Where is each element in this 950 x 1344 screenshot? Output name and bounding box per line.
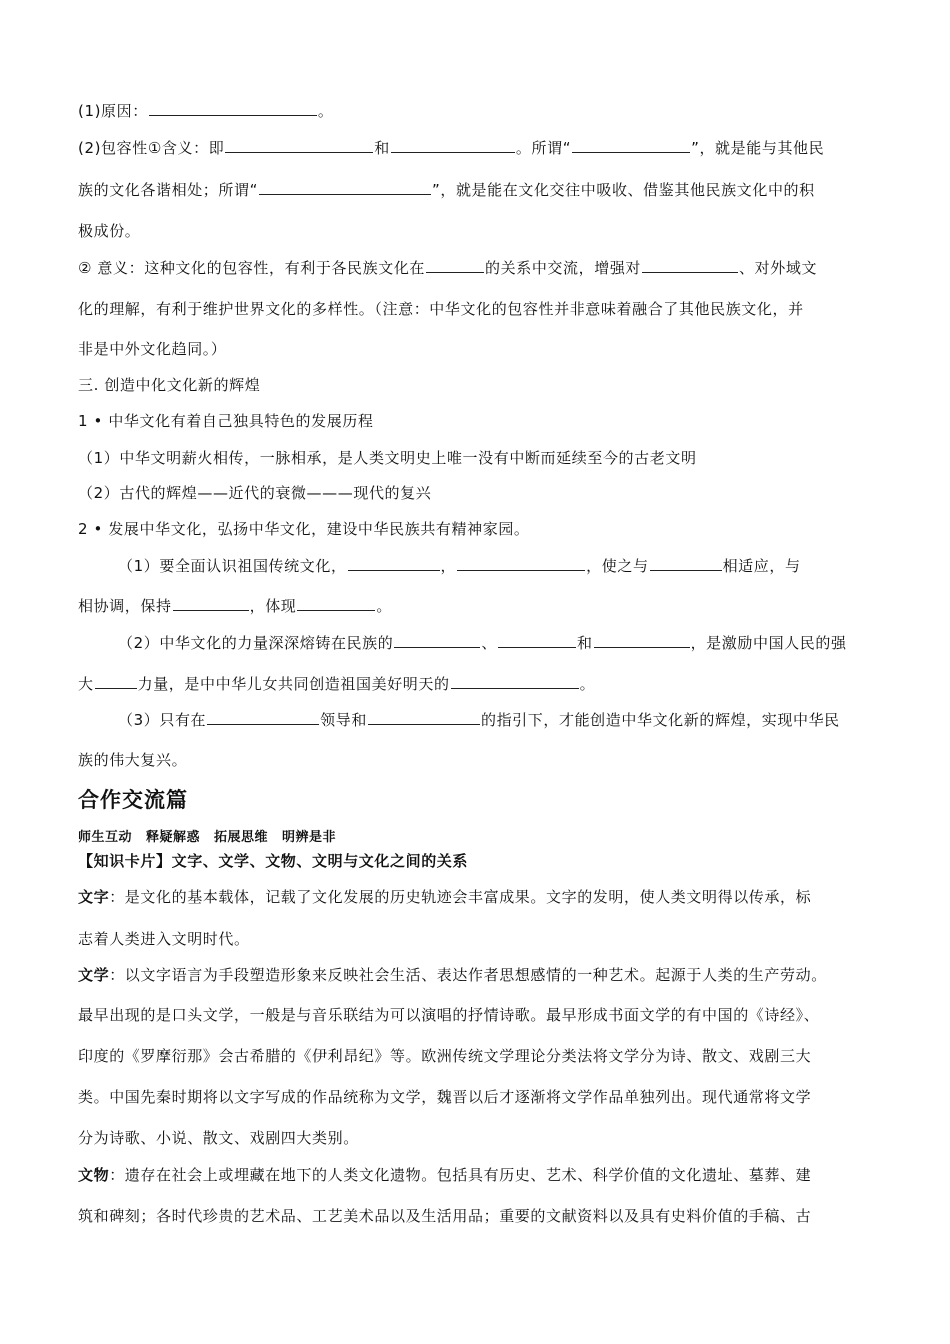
wenxue-line-3: 印度的《罗摩衍那》会古希腊的《伊利昂纪》等。欧洲传统文学理论分类法将文学分为诗、散文、戏剧三大 [78, 1047, 812, 1065]
fill-blank[interactable] [451, 674, 579, 689]
text: 族的文化各谐相处；所谓“ [78, 181, 258, 199]
text: ， [440, 557, 457, 575]
text: 力量，是中中华儿女共同创造祖国美好明天的 [137, 675, 450, 693]
fill-blank[interactable] [173, 596, 249, 611]
wenxue-line-2: 最早出现的是口头文学，一般是与音乐联结为可以演唱的抒情诗歌。最早形成书面文学的有中国的《诗经》、 [78, 1006, 820, 1024]
fill-blank[interactable] [457, 556, 585, 571]
text: ”，就是能在文化交往中吸收、借鉴其他民族文化中的积 [431, 181, 815, 199]
fill-blank[interactable] [498, 633, 576, 648]
text: 相适应，与 [722, 557, 801, 575]
q2-line-1 [118, 633, 874, 653]
text: （3）只有在 [118, 711, 207, 729]
text: (1)原因： [78, 102, 148, 120]
fill-blank[interactable] [368, 710, 480, 725]
fill-blank[interactable] [642, 258, 738, 273]
fill-blank[interactable] [391, 138, 515, 153]
inclusiveness-line-3: 极成份。 [78, 222, 141, 240]
q2-line-2 [78, 674, 874, 694]
text: ，使之与 [586, 557, 649, 575]
fill-blank[interactable] [348, 556, 440, 571]
text: 、对外域文 [739, 259, 818, 277]
text: 领导和 [320, 711, 367, 729]
text: 。 [317, 102, 334, 120]
q1-line-1 [118, 556, 874, 576]
wenzi-line-1 [78, 887, 874, 907]
significance-line-1 [78, 258, 874, 278]
text: ，是激励中国人民的强 [690, 634, 847, 652]
fill-blank[interactable] [225, 138, 373, 153]
term-label: 文字 [78, 888, 110, 906]
text: 和 [374, 139, 390, 157]
inclusiveness-line-1 [78, 138, 874, 158]
fill-blank[interactable] [297, 596, 375, 611]
text: 。 [376, 597, 393, 615]
text: 和 [576, 634, 593, 652]
tag: 拓展思维 [214, 830, 269, 845]
text: ② 意义：这种文化的包容性，有利于各民族文化在 [78, 259, 426, 277]
text: ：是文化的基本载体，记载了文化发展的历史轨迹会丰富成果。文字的发明，使人类文明得以传承，标 [109, 888, 812, 906]
text: 、 [481, 634, 497, 652]
text: 。 [579, 675, 596, 693]
text: 。所谓“ [515, 139, 572, 157]
text: （2）中华文化的力量深深熔铸在民族的 [118, 634, 394, 652]
term-label: 文学 [78, 966, 110, 984]
wenwu-line-2: 筑和碑刻；各时代珍贵的艺术品、工艺美术品以及生活用品；重要的文献资料以及具有史料价值的手稿、古 [78, 1207, 812, 1225]
activity-tags [78, 826, 350, 845]
point-1: 1 • 中华文化有着自己独具特色的发展历程 [78, 412, 374, 430]
fill-blank[interactable] [259, 180, 431, 195]
point-1b: （2）古代的辉煌——近代的衰微———现代的复兴 [78, 484, 432, 502]
text: 大 [78, 675, 94, 693]
text: ：以文字语言为手段塑造形象来反映社会生活、表达作者思想感情的一种艺术。起源于人类的生产劳动。 [109, 966, 827, 984]
text: 的关系中交流，增强对 [485, 259, 642, 277]
tag: 师生互动 [78, 830, 133, 845]
text: 相协调，保持 [78, 597, 172, 615]
q3-line-1 [118, 710, 874, 730]
inclusiveness-line-2 [78, 180, 874, 200]
text: ，体现 [249, 597, 297, 615]
term-label: 文物 [78, 1166, 110, 1184]
fill-blank[interactable] [572, 138, 690, 153]
point-1a: （1）中华文明薪火相传，一脉相承，是人类文明史上唯一没有中断而延续至今的古老文明 [78, 449, 697, 467]
text: (2)包容性①含义：即 [78, 139, 225, 157]
fill-blank[interactable] [394, 633, 480, 648]
wenxue-line-4: 类。中国先秦时期将以文字写成的作品统称为文学，魏晋以后才逐渐将文学作品单独列出。现代通常将文学 [78, 1088, 812, 1106]
fill-blank[interactable] [594, 633, 690, 648]
knowledge-card-title: 【知识卡片】文字、文学、文物、文明与文化之间的关系 [78, 852, 469, 870]
text: ”，就是能与其他民 [691, 139, 825, 157]
text: （1）要全面认识祖国传统文化， [118, 557, 347, 575]
fill-blank[interactable] [426, 258, 484, 273]
wenxue-line-1 [78, 965, 874, 985]
cooperation-heading: 合作交流篇 [78, 788, 188, 812]
significance-line-2: 化的理解，有利于维护世界文化的多样性。（注意：中华文化的包容性并非意味着融合了其他民族文化，并 [78, 300, 804, 318]
q1-line-2 [78, 596, 874, 616]
text: 的指引下，才能创造中华文化新的辉煌，实现中华民 [480, 711, 840, 729]
point-2: 2 • 发展中华文化，弘扬中华文化，建设中华民族共有精神家园。 [78, 520, 530, 538]
q3-line-2: 族的伟大复兴。 [78, 751, 188, 769]
wenwu-line-1 [78, 1165, 874, 1185]
wenxue-line-5: 分为诗歌、小说、散文、戏剧四大类别。 [78, 1129, 359, 1147]
fill-blank[interactable] [650, 556, 722, 571]
fill-blank[interactable] [95, 674, 137, 689]
fill-blank[interactable] [207, 710, 319, 725]
fill-blank[interactable] [149, 101, 317, 116]
section-3-title: 三. 创造中化文化新的辉煌 [78, 376, 261, 394]
text: ：遗存在社会上或埋藏在地下的人类文化遗物。包括具有历史、艺术、科学价值的文化遗址、墓葬、建 [109, 1166, 812, 1184]
wenzi-line-2: 志着人类进入文明时代。 [78, 930, 250, 948]
reason-line [78, 101, 874, 121]
significance-line-3: 非是中外文化趋同。） [78, 340, 227, 358]
tag: 明辨是非 [282, 830, 337, 845]
tag: 释疑解惑 [146, 830, 201, 845]
